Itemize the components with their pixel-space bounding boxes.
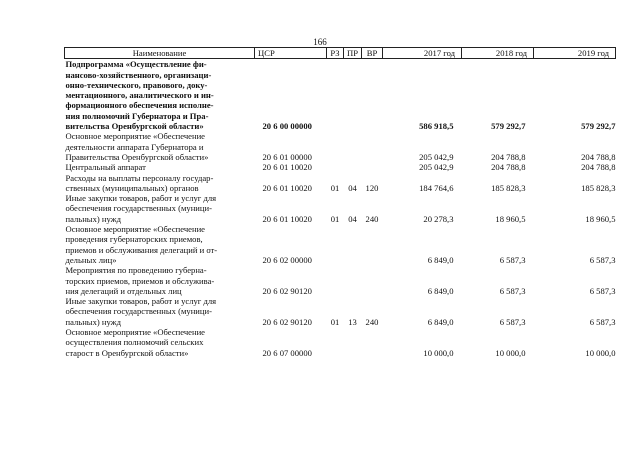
row-name-line: старост в Оренбургской области» [65,347,189,358]
budget-table [64,47,616,358]
row-name-line: вительства Оренбургской области» [65,121,204,132]
row-2018: 204 788,8 [491,162,526,173]
row-pr [344,131,362,162]
row-rz [327,224,344,265]
row-rz: 01 [330,316,340,327]
row-name-line: ментационного, аналитического и ин- [65,90,214,101]
row-vr: 240 [365,213,379,224]
row-2018: 10 000,0 [495,347,526,358]
row-2018: 18 960,5 [495,213,526,224]
row-name [65,265,255,296]
row-name-line: Иные закупки товаров, работ и услуг для [65,296,217,307]
row-name-line: деятельности аппарата Губернатора и [65,141,204,152]
row-2017: 6 849,0 [427,316,454,327]
row-2019: 6 587,3 [589,316,616,327]
row-pr: 04 [348,182,357,193]
row-vr [362,59,383,132]
row-2019: 204 788,8 [581,151,616,162]
row-vr [362,327,383,358]
row-csr: 20 6 07 00000 [262,347,312,358]
row-pr [344,265,362,296]
row-name-line: нансово-хозяйственного, организаци- [65,69,212,80]
table-body [65,59,616,358]
row-pr [344,162,362,172]
table-row [65,131,616,162]
row-vr [362,162,383,172]
row-2019: 10 000,0 [585,347,616,358]
row-name-line: проведения губернаторских приемов, [65,234,203,245]
row-vr: 120 [365,182,379,193]
row-2017: 20 278,3 [423,213,454,224]
row-rz [327,327,344,358]
row-vr: 240 [365,316,379,327]
row-name-line: Правительства Оренбургской области» [65,151,209,162]
row-name [65,224,255,265]
table-header [65,48,616,59]
row-name-line: Основное мероприятие «Обеспечение [65,224,206,235]
row-name-line: Подпрограмма «Осуществление фи- [65,59,207,70]
header-row [65,48,616,59]
table-row [65,327,616,358]
table-row [65,162,616,172]
row-vr [362,131,383,162]
row-vr [362,265,383,296]
row-2017: 205 042,9 [419,162,454,173]
row-name [65,173,255,194]
row-name-line: осуществления полномочий сельских [65,337,204,348]
row-pr: 04 [348,213,357,224]
row-pr [344,59,362,132]
row-name-line: дельных лиц» [65,254,117,265]
row-rz [327,131,344,162]
row-rz [327,265,344,296]
header-pr: ПР [344,48,362,59]
table-row [65,224,616,265]
row-2017: 6 849,0 [427,254,454,265]
row-name-line: формационного обеспечения исполне- [65,100,214,111]
row-2018: 204 788,8 [491,151,526,162]
row-name-line: пальных) нужд [65,316,121,327]
row-csr: 20 6 01 10020 [262,182,312,193]
row-2018: 185 828,3 [491,182,526,193]
header-2019: 2019 год [534,48,616,59]
row-name-line: ния делегаций и отдельных лиц [65,285,182,296]
row-2019: 204 788,8 [581,162,616,173]
table-row [65,265,616,296]
row-2017: 184 764,6 [419,182,454,193]
row-2019: 185 828,3 [581,182,616,193]
row-2017: 586 918,5 [419,121,454,132]
row-2018: 6 587,3 [499,316,526,327]
row-2018: 579 292,7 [491,121,526,132]
row-name-line: ственных (муниципальных) органов [65,182,199,193]
row-rz [327,162,344,172]
row-name [65,162,255,172]
row-name [65,131,255,162]
header-rz: РЗ [327,48,344,59]
row-pr [344,327,362,358]
row-name-line: ния полномочий Губернатора и Пра- [65,110,209,121]
row-2018: 6 587,3 [499,285,526,296]
table-row [65,173,616,194]
header-csr: ЦСР [255,48,327,59]
header-2018: 2018 год [462,48,534,59]
row-csr: 20 6 02 90120 [262,316,312,327]
table-row [65,193,616,224]
row-2019: 579 292,7 [581,121,616,132]
row-pr: 13 [348,316,357,327]
header-2017: 2017 год [383,48,462,59]
row-name-line: Иные закупки товаров, работ и услуг для [65,193,217,204]
table-row [65,296,616,327]
row-vr [362,224,383,265]
row-csr: 20 6 02 00000 [262,254,312,265]
row-csr: 20 6 00 00000 [262,121,312,132]
row-pr [344,224,362,265]
row-csr: 20 6 02 90120 [262,285,312,296]
table-row [65,59,616,132]
row-name-line: Основное мероприятие «Обеспечение [65,327,206,338]
row-2018: 6 587,3 [499,254,526,265]
row-name-line: онно-технического, правового, доку- [65,79,208,90]
row-name [65,327,255,358]
row-rz: 01 [330,213,340,224]
row-2019: 6 587,3 [589,254,616,265]
header-name: Наименование [65,48,255,59]
row-name-line: Расходы на выплаты персоналу государ- [65,172,214,183]
row-name-line: обеспечения государственных (муници- [65,306,212,317]
row-name [65,193,255,224]
row-name-line: Мероприятия по проведению губерна- [65,265,207,276]
row-name-line: обеспечения государственных (муници- [65,203,212,214]
row-rz: 01 [330,182,340,193]
row-name [65,59,255,132]
row-name-line: приемов и обслуживания делегаций и от- [65,244,218,255]
row-name [65,296,255,327]
row-name-line: Центральный аппарат [65,162,146,173]
row-2019: 6 587,3 [589,285,616,296]
row-2017: 10 000,0 [423,347,454,358]
row-csr: 20 6 01 00000 [262,151,312,162]
header-vr: ВР [362,48,383,59]
row-name-line: пальных) нужд [65,213,121,224]
row-2017: 205 042,9 [419,151,454,162]
row-csr: 20 6 01 10020 [262,213,312,224]
row-name-line: Основное мероприятие «Обеспечение [65,131,206,142]
row-2019: 18 960,5 [585,213,616,224]
row-2017: 6 849,0 [427,285,454,296]
row-csr: 20 6 01 10020 [262,162,312,173]
row-rz [327,59,344,132]
row-name-line: торских приемов, приемов и обслужива- [65,275,215,286]
page-number: 166 [313,37,327,47]
